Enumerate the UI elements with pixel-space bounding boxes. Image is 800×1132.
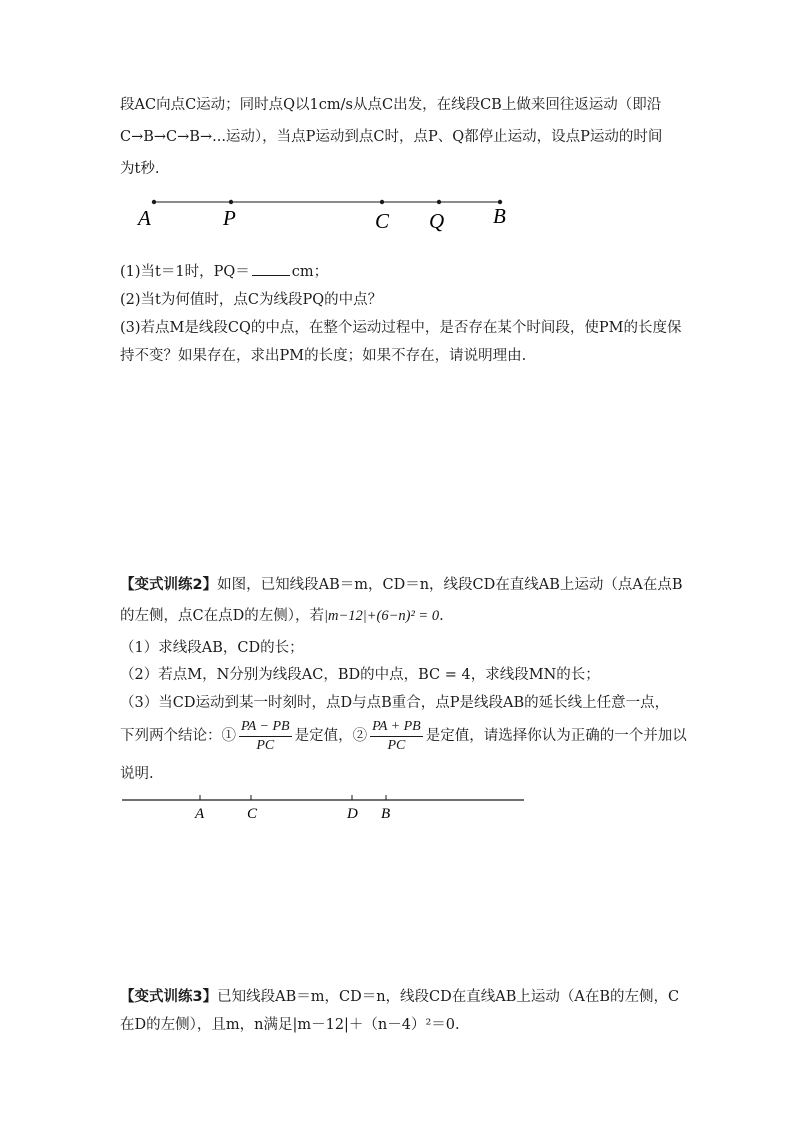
exercise-2-sub-2: （2）若点M，N分别为线段AC，BD的中点，BC = 4，求线段MN的长； <box>120 667 600 683</box>
fig1-dot-q <box>437 200 441 204</box>
question-2: (2)当t为何值时，点C为线段PQ的中点？ <box>120 292 383 308</box>
fig1-dot-a <box>152 200 156 204</box>
exercise-2-conclusion-end: 是定值，请选择你认为正确的一个并加以 <box>425 728 687 744</box>
exercise-2-sub-5: 说明. <box>120 766 154 782</box>
question-1-text: (1)当t＝1时，PQ＝ <box>120 264 250 280</box>
fig1-dot-p <box>229 200 233 204</box>
figure-2-line <box>120 792 540 828</box>
fig1-label-a: A <box>138 206 151 230</box>
exercise-2-sub-3: （3）当CD运动到某一时刻时，点D与点B重合，点P是线段AB的延长线上任意一点， <box>120 695 670 711</box>
fig2-label-c: C <box>247 806 258 822</box>
question-3-line-1: (3)若点M是线段CQ的中点，在整个运动过程中，是否存在某个时间段，使PM的长度保 <box>120 320 682 336</box>
fraction-2-denominator: PC <box>387 737 406 753</box>
fig1-label-c: C <box>375 209 390 233</box>
answer-blank[interactable] <box>252 263 290 276</box>
exercise-2-equation: |m−12|+(6−n)² = 0 <box>323 608 440 624</box>
fraction-2-numerator: PA + PB <box>370 718 423 737</box>
fraction-1-denominator: PC <box>256 737 275 753</box>
exercise-3-line-1 <box>120 985 679 1006</box>
question-3-line-2: 持不变？如果存在，求出PM的长度；如果不存在，请说明理由. <box>120 348 527 364</box>
exercise-2-line-2 <box>120 604 444 625</box>
exercise-2-text-2: 的左侧，点C在点D的左侧），若 <box>120 608 324 624</box>
exercise-2-text-1: 如图，已知线段AB＝m，CD＝n，线段CD在直线AB上运动（点A在点B <box>217 577 683 593</box>
exercise-2-conclusion-intro: 下列两个结论：① <box>120 728 236 744</box>
exercise-2-sub-4 <box>120 716 687 756</box>
question-1-unit: cm； <box>291 264 329 280</box>
fig1-dot-c <box>380 200 384 204</box>
exercise-2-sub-1: （1）求线段AB，CD的长； <box>120 640 304 656</box>
exercise-3-text-1: 已知线段AB＝m，CD＝n，线段CD在直线AB上运动（A在B的左侧，C <box>217 989 680 1005</box>
fraction-1 <box>239 718 292 755</box>
fig1-label-p: P <box>223 206 236 230</box>
exercise-2-title: 【变式训练2】 <box>120 577 218 593</box>
intro-line-3: 为t秒. <box>120 161 160 177</box>
exercise-2-conclusion-mid: 是定值，② <box>294 728 368 744</box>
exercise-3-line-2: 在D的左侧），且m，n满足|m－12|＋（n－4）²＝0. <box>120 1017 460 1033</box>
fig2-label-b: B <box>381 806 391 822</box>
fig2-label-d: D <box>347 806 358 822</box>
figure-1-segment <box>130 192 550 242</box>
fig1-label-b: B <box>493 204 506 228</box>
exercise-3-title: 【变式训练3】 <box>120 989 218 1005</box>
exercise-2-line-1 <box>120 573 683 594</box>
intro-line-1: 段AC向点C运动；同时点Q以1cm/s从点C出发，在线段CB上做来回往返运动（即沿 <box>120 97 662 113</box>
question-1 <box>120 260 328 281</box>
fraction-1-numerator: PA − PB <box>239 718 292 737</box>
fig2-label-a: A <box>195 806 205 822</box>
fig1-label-q: Q <box>429 209 445 233</box>
intro-line-2: C→B→C→B→...运动），当点P运动到点C时，点P、Q都停止运动，设点P运动的时间 <box>120 129 663 145</box>
exercise-2-period: . <box>439 608 444 624</box>
fraction-2 <box>370 718 423 755</box>
